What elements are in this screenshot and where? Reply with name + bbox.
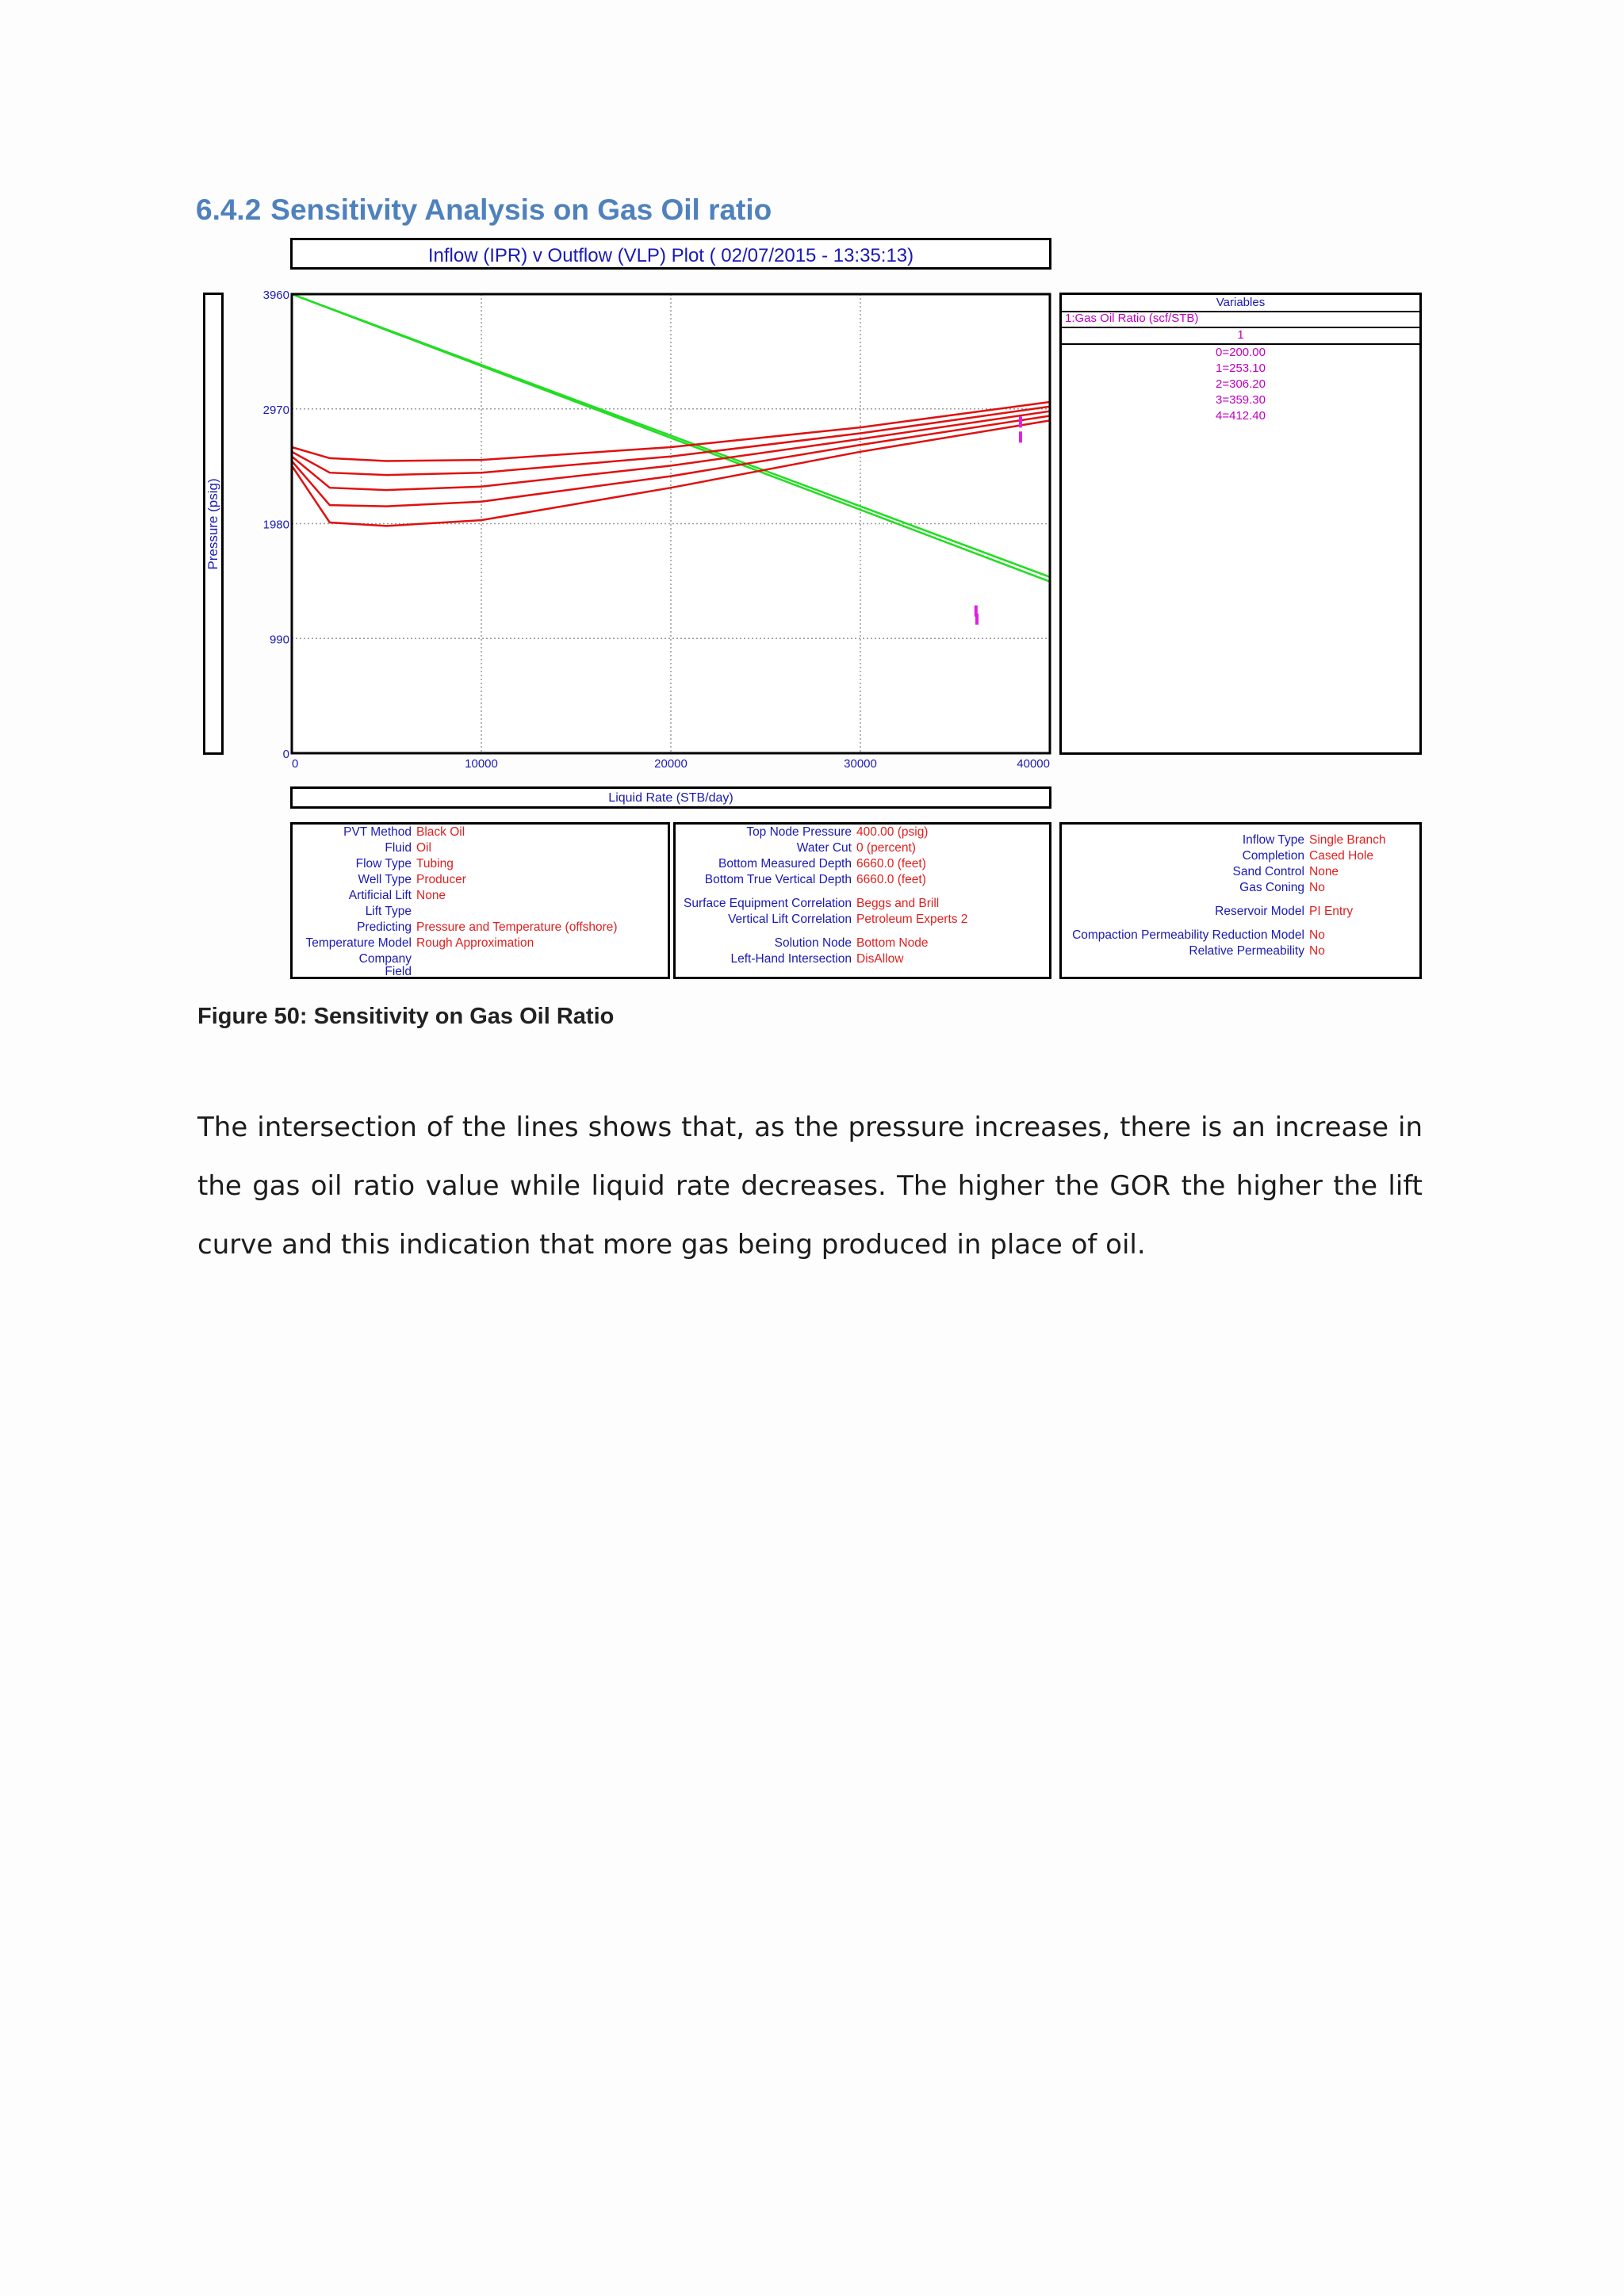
y-axis-label: Pressure (psig) (205, 477, 220, 570)
plot-title: Inflow (IPR) v Outflow (VLP) Plot ( 02/07/2015 - 13:35:13) (427, 245, 914, 266)
variable-name: 1:Gas Oil Ratio (scf/STB) (1062, 311, 1419, 328)
info-value: 6660.0 (feet) (856, 857, 926, 871)
info-value: Producer (416, 873, 466, 886)
info-key: Flow Type (355, 857, 412, 871)
variable-value: 3=359.30 (1216, 393, 1266, 407)
variable-index: 1 (1062, 327, 1419, 345)
info-key: Solution Node (774, 936, 852, 950)
info-key: Surface Equipment Correlation (684, 897, 852, 910)
info-value: No (1309, 881, 1325, 894)
section-number: 6.4.2 (196, 193, 262, 226)
info-key: Predicting (357, 920, 412, 934)
info-key: Temperature Model (305, 936, 412, 950)
info-value: Petroleum Experts 2 (856, 913, 968, 926)
y-tick-label: 1980 (262, 518, 289, 532)
info-value: Bottom Node (856, 936, 929, 950)
info-key: Company (358, 952, 412, 966)
info-panel-pvt (290, 822, 670, 979)
info-key: Left-Hand Intersection (730, 952, 852, 966)
info-value: Beggs and Brill (856, 897, 940, 910)
info-value: Single Branch (1309, 833, 1386, 847)
info-key: Gas Coning (1239, 881, 1304, 894)
info-key: Bottom Measured Depth (718, 857, 852, 871)
info-key: Bottom True Vertical Depth (704, 873, 852, 886)
info-value: None (416, 889, 446, 902)
variable-value: 2=306.20 (1216, 377, 1266, 391)
info-value: Black Oil (416, 825, 465, 839)
intersection-marker (1019, 431, 1022, 442)
info-panel-equipment (673, 822, 1051, 979)
x-tick-label: 20000 (654, 757, 688, 771)
info-value: Cased Hole (1309, 849, 1373, 863)
info-value: Rough Approximation (416, 936, 534, 950)
info-value: DisAllow (856, 952, 904, 966)
x-tick-label: 0 (292, 757, 299, 771)
variable-values (1062, 345, 1419, 424)
info-value: 0 (percent) (856, 841, 916, 855)
y-tick-label: 3960 (262, 289, 289, 302)
info-value: None (1309, 865, 1339, 878)
info-key: Reservoir Model (1215, 905, 1304, 918)
info-value: Tubing (416, 857, 454, 871)
info-value: Oil (416, 841, 431, 855)
info-key: Top Node Pressure (746, 825, 852, 839)
variables-panel (1059, 293, 1422, 755)
info-key: PVT Method (343, 825, 412, 839)
y-tick-label: 0 (282, 748, 289, 761)
x-tick-label: 40000 (1017, 757, 1050, 771)
x-axis-label: Liquid Rate (STB/day) (608, 791, 733, 805)
info-key: Water Cut (796, 841, 852, 855)
variable-value: 0=200.00 (1216, 346, 1266, 359)
info-key: Field (385, 965, 412, 978)
info-value: No (1309, 944, 1325, 958)
body-paragraph: The intersection of the lines shows that, as the pressure increases, there is an increase in the gas oil ratio value while liquid rate decreases. The higher the GOR the higher the lift curve and this indication that more gas being produced in place of oil. (197, 1112, 1423, 1261)
info-value: 400.00 (psig) (856, 825, 929, 839)
variable-value: 4=412.40 (1216, 409, 1266, 423)
section-title: Sensitivity Analysis on Gas Oil ratio (270, 193, 772, 226)
info-panel-inflow (1059, 822, 1422, 979)
info-key: Lift Type (365, 905, 412, 918)
info-value: No (1309, 928, 1325, 942)
info-value: Pressure and Temperature (offshore) (416, 920, 618, 934)
info-key: Vertical Lift Correlation (728, 913, 852, 926)
x-tick-label: 10000 (465, 757, 498, 771)
variable-value: 1=253.10 (1216, 362, 1266, 375)
info-key: Well Type (358, 873, 412, 886)
info-key: Completion (1242, 849, 1304, 863)
variables-header: Variables (1062, 295, 1419, 312)
info-key: Sand Control (1232, 865, 1304, 878)
info-key: Relative Permeability (1189, 944, 1304, 958)
intersection-marker (1019, 416, 1022, 427)
figure-caption: Figure 50: Sensitivity on Gas Oil Ratio (197, 1004, 615, 1029)
y-tick-label: 990 (269, 633, 289, 647)
info-key: Inflow Type (1242, 833, 1304, 847)
info-key: Artificial Lift (348, 889, 412, 902)
x-axis-label-box (290, 786, 1051, 809)
info-value: 6660.0 (feet) (856, 873, 926, 886)
info-key: Fluid (385, 841, 412, 855)
y-tick-label: 2970 (262, 403, 289, 417)
info-value: PI Entry (1309, 905, 1354, 918)
intersection-marker (975, 614, 979, 625)
info-key: Compaction Permeability Reduction Model (1072, 928, 1304, 942)
x-tick-label: 30000 (844, 757, 877, 771)
